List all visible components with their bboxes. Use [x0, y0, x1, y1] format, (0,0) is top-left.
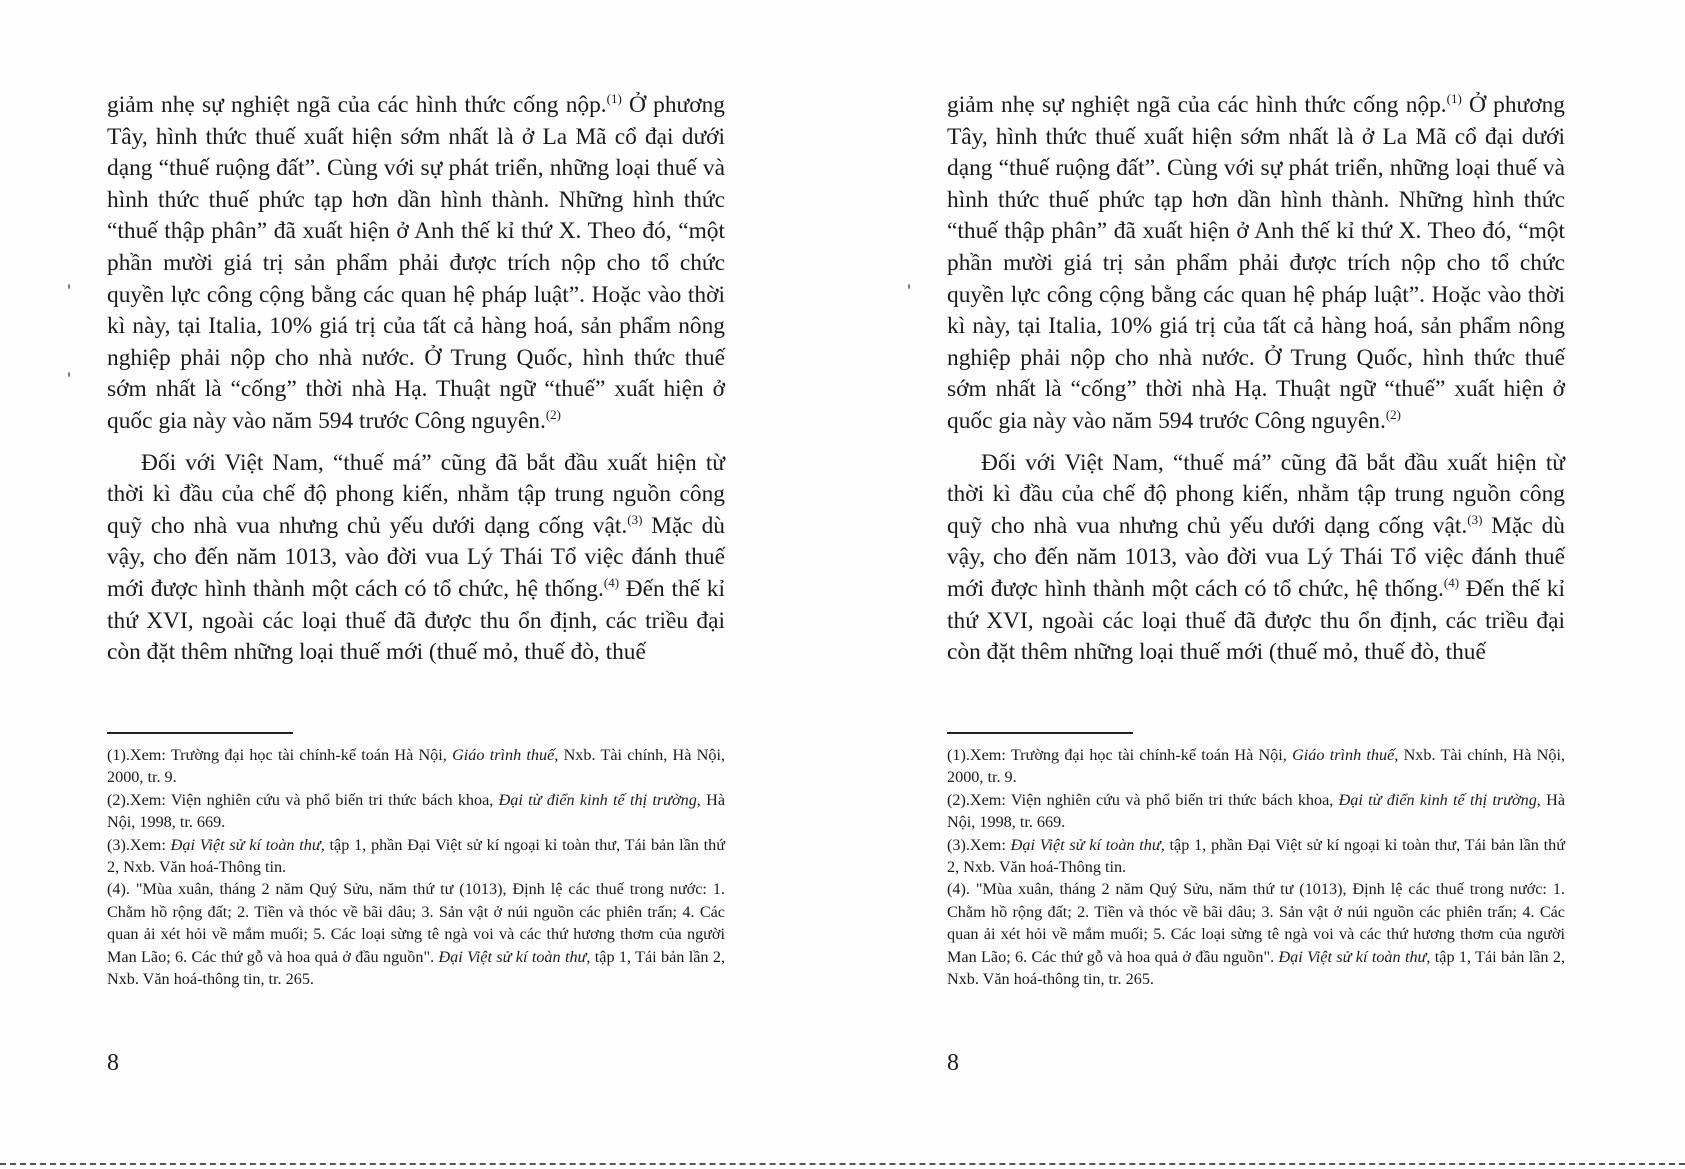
- footnote-text: (4). "Mùa xuân, tháng 2 năm Quý Sửu, năm thứ tư (1013), Định lệ các thuế trong nước: 1. Chằm hồ rộng đất; 2. Tiền và thóc về bãi dâu; 3. Sản vật ở núi nguồn các phiên trấn; 4. Các quan ải xét hỏi về mắm muối; 5. Các loại sừng tê ngà voi và các thứ hương thơm của người Man Lão; 6. Các thứ gỗ và hoa quả ở đầu nguồn".: [107, 880, 725, 966]
- footnote-ref: (1): [1446, 91, 1462, 107]
- footnote-text: (3).Xem:: [107, 835, 171, 854]
- footnote-text: tập 1, phần Đại Việt sử kí ngoại kỉ toàn thư, Tái bản lần thứ 2, Nxb. Văn hoá-Thông tin.: [107, 835, 726, 877]
- footnote-ref: (3): [627, 511, 643, 527]
- scan-speck: [908, 284, 910, 289]
- footnote-ref: (4): [603, 575, 620, 591]
- text-segment: giảm nhẹ sự nghiệt ngã của các hình thức cống nộp.: [947, 92, 1447, 118]
- page-number: 8: [947, 1050, 959, 1076]
- footnote-text: (2).Xem: Viện nghiên cứu và phổ biến tri thức bách khoa,: [107, 790, 499, 809]
- footnote-text: (1).Xem: Trường đại học tài chính-kế toán Hà Nội,: [947, 746, 1293, 764]
- body-text: [947, 90, 1565, 669]
- footnote-title: Đại Việt sử kí toàn thư,: [1278, 947, 1431, 966]
- footnote-ref: (2): [1385, 407, 1402, 423]
- text-segment: Đối với Việt Nam, “thuế má” cũng đã bắt đầu xuất hiện từ thời kì đầu của chế độ phong kiến, nhằm tập trung nguồn công quỹ cho nhà vua nhưng chủ yếu dưới dạng cống vật.: [107, 449, 725, 539]
- text-segment: Mặc dù vậy, cho đến năm 1013, vào đời vua Lý Thái Tổ việc đánh thuế mới được hình thành một cách có tổ chức, hệ thống.: [947, 512, 1566, 602]
- text-segment: Đối với Việt Nam, “thuế má” cũng đã bắt đầu xuất hiện từ thời kì đầu của chế độ phong kiến, nhằm tập trung nguồn công quỹ cho nhà vua nhưng chủ yếu dưới dạng cống vật.: [947, 449, 1565, 539]
- footnote-title: Đại Việt sử kí toàn thư,: [438, 947, 591, 966]
- scan-speck: [68, 284, 70, 289]
- footnote-text: Hà Nội, 1998, tr. 669.: [947, 790, 1566, 832]
- footnote-text: tập 1, Tái bản lần 2, Nxb. Văn hoá-thông tin, tr. 265.: [947, 947, 1565, 989]
- footnote: [107, 744, 725, 789]
- footnote-title: Giáo trình thuế,: [1292, 746, 1399, 764]
- footnote-text: (2).Xem: Viện nghiên cứu và phổ biến tri thức bách khoa,: [947, 790, 1339, 809]
- footnote: [947, 789, 1565, 834]
- footnotes: [107, 744, 725, 990]
- footnote-text: (1).Xem: Trường đại học tài chính-kế toán Hà Nội,: [107, 746, 453, 764]
- footnote: [107, 878, 725, 990]
- text-segment: Ở phương Tây, hình thức thuế xuất hiện sớm nhất là ở La Mã cổ đại dưới dạng “thuế ruộng đất”. Cùng với sự phát triển, những loại thuế và hình thức thuế phức tạp hơn dần hình thành. Những hình thức “thuế thập phân” đã xuất hiện ở Anh thế kỉ thứ X. Theo đó, “một phần mười giá trị sản phẩm phải được trích nộp cho tổ chức quyền lực công cộng bằng các quan hệ pháp luật”. Hoặc vào thời kì này, tại Italia, 10% giá trị của tất cả hàng hoá, sản phẩm nông nghiệp phải nộp cho nhà nước. Ở Trung Quốc, hình thức thuế sớm nhất là “cống” thời nhà Hạ. Thuật ngữ “thuế” xuất hiện ở quốc gia này vào năm 594 trước Công nguyên.: [107, 92, 725, 434]
- footnote-title: Đại từ điển kinh tế thị trường,: [498, 790, 701, 809]
- text-segment: giảm nhẹ sự nghiệt ngã của các hình thức cống nộp.: [107, 92, 607, 118]
- footnote-divider: [947, 732, 1133, 734]
- body-text: [107, 90, 725, 669]
- footnote-text: (3).Xem:: [947, 835, 1011, 854]
- footnote: [107, 834, 725, 879]
- footnote-text: Nxb. Tài chính, Hà Nội, 2000, tr. 9.: [107, 746, 725, 787]
- scan-speck: [68, 372, 70, 377]
- paragraph: [107, 90, 725, 438]
- paragraph: [947, 90, 1565, 438]
- footnote-title: Giáo trình thuế,: [452, 746, 559, 764]
- footnote-ref: (3): [1467, 511, 1483, 527]
- footnote: [947, 744, 1565, 789]
- footnotes: [947, 744, 1565, 990]
- page-number: 8: [107, 1050, 119, 1076]
- footnote: [107, 789, 725, 834]
- footnote: [947, 834, 1565, 879]
- footnote-ref: (1): [606, 91, 622, 107]
- footnote-title: Đại Việt sử kí toàn thư,: [1010, 835, 1165, 854]
- page-left: [0, 0, 842, 1169]
- text-segment: Mặc dù vậy, cho đến năm 1013, vào đời vua Lý Thái Tổ việc đánh thuế mới được hình thành một cách có tổ chức, hệ thống.: [107, 512, 726, 602]
- text-segment: Đến thế kỉ thứ XVI, ngoài các loại thuế đã được thu ổn định, các triều đại còn đặt thêm những loại thuế mới (thuế mỏ, thuế đò, thuế: [947, 575, 1565, 666]
- text-segment: Ở phương Tây, hình thức thuế xuất hiện sớm nhất là ở La Mã cổ đại dưới dạng “thuế ruộng đất”. Cùng với sự phát triển, những loại thuế và hình thức thuế phức tạp hơn dần hình thành. Những hình thức “thuế thập phân” đã xuất hiện ở Anh thế kỉ thứ X. Theo đó, “một phần mười giá trị sản phẩm phải được trích nộp cho tổ chức quyền lực công cộng bằng các quan hệ pháp luật”. Hoặc vào thời kì này, tại Italia, 10% giá trị của tất cả hàng hoá, sản phẩm nông nghiệp phải nộp cho nhà nước. Ở Trung Quốc, hình thức thuế sớm nhất là “cống” thời nhà Hạ. Thuật ngữ “thuế” xuất hiện ở quốc gia này vào năm 594 trước Công nguyên.: [947, 92, 1565, 434]
- footnote-ref: (2): [545, 407, 562, 423]
- footnote-text: (4). "Mùa xuân, tháng 2 năm Quý Sửu, năm thứ tư (1013), Định lệ các thuế trong nước: 1. Chằm hồ rộng đất; 2. Tiền và thóc về bãi dâu; 3. Sản vật ở núi nguồn các phiên trấn; 4. Các quan ải xét hỏi về mắm muối; 5. Các loại sừng tê ngà voi và các thứ hương thơm của người Man Lão; 6. Các thứ gỗ và hoa quả ở đầu nguồn".: [947, 880, 1565, 966]
- footnote-text: tập 1, Tái bản lần 2, Nxb. Văn hoá-thông tin, tr. 265.: [107, 947, 725, 989]
- footnote-text: Hà Nội, 1998, tr. 669.: [107, 790, 726, 832]
- page-right: [842, 0, 1684, 1169]
- text-segment: Đến thế kỉ thứ XVI, ngoài các loại thuế đã được thu ổn định, các triều đại còn đặt thêm những loại thuế mới (thuế mỏ, thuế đò, thuế: [107, 575, 725, 666]
- scan-edge: [0, 1163, 1685, 1165]
- paragraph: [107, 448, 725, 669]
- footnote-divider: [107, 732, 293, 734]
- footnote-title: Đại Việt sử kí toàn thư,: [170, 835, 325, 854]
- footnote-title: Đại từ điển kinh tế thị trường,: [1338, 790, 1541, 809]
- footnote-ref: (4): [1443, 575, 1460, 591]
- footnote: [947, 878, 1565, 990]
- footnote-text: tập 1, phần Đại Việt sử kí ngoại kỉ toàn thư, Tái bản lần thứ 2, Nxb. Văn hoá-Thông tin.: [947, 835, 1566, 877]
- footnote-text: Nxb. Tài chính, Hà Nội, 2000, tr. 9.: [947, 746, 1565, 787]
- paragraph: [947, 448, 1565, 669]
